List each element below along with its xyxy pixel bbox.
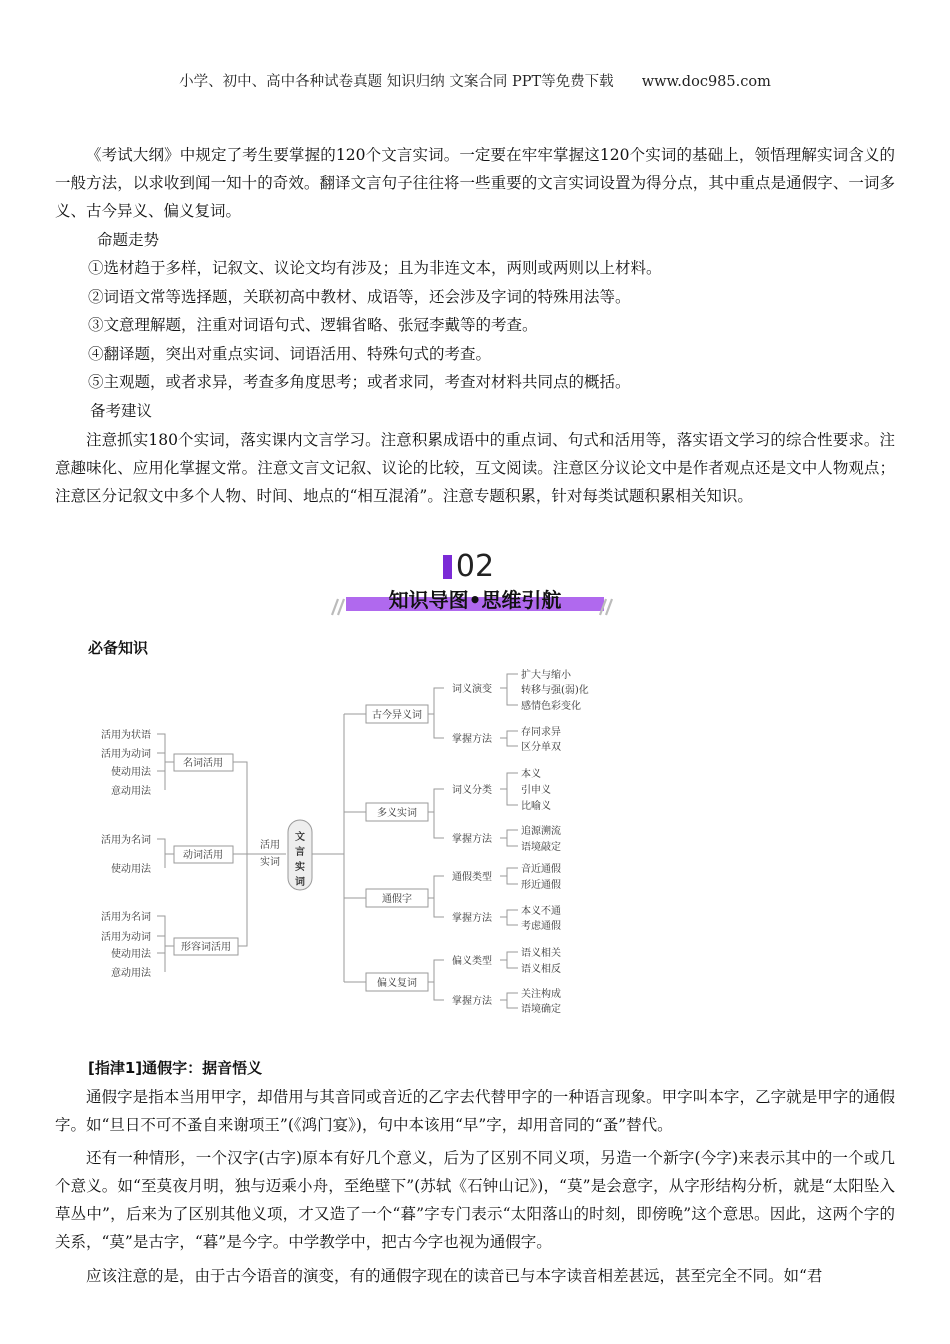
verb-item: 活用为名词 xyxy=(101,835,151,846)
rule1-title: [指津1]通假字：据音悟义 xyxy=(88,1059,263,1077)
banner-number: 02 xyxy=(455,549,495,584)
right-group-label: 偏义复词 xyxy=(377,978,417,989)
adj-item: 使动用法 xyxy=(111,949,151,960)
right-leaf-item: 区分单双 xyxy=(521,742,561,753)
adj-label: 形容词活用 xyxy=(181,942,231,953)
right-sub-label: 词义演变 xyxy=(452,684,492,695)
right-leaf-item: 语境确定 xyxy=(521,1004,561,1015)
right-group-label: 古今异义词 xyxy=(372,710,422,721)
right-leaf-item: 感情色彩变化 xyxy=(521,701,581,712)
right-sub-label: 偏义类型 xyxy=(452,956,492,967)
right-group-label: 多义实词 xyxy=(377,808,417,819)
right-leaf-item: 比喻义 xyxy=(521,801,551,812)
mind-map xyxy=(0,660,950,1030)
section-banner xyxy=(330,545,620,625)
rule1-paragraph-2: 还有一种情形，一个汉字(古字)原本有好几个意义，后为了区别不同义项，另造一个新字(今字)来表示其中的一个或几个意义。如“至莫夜月明，独与迈乘小舟，至绝壁下”(苏轼《石钟山记》)，“莫”是会意字，从字形结构分析，就是“太阳坠入草丛中”，后来为了区别其他义项，才又造了一个“暮”字专门表示“太阳落山的时刻，即傍晚”这个意思。因此，这两个字的关系，“莫”是古字，“暮”是今字。中学教学中，把古今字也视为通假字。 xyxy=(55,1149,895,1251)
trend-item-1: ①选材趋于多样，记叙文、议论文均有涉及；且为非连文本，两则或两则以上材料。 xyxy=(88,259,662,277)
trend-item-3: ③文意理解题，注重对词语句式、逻辑省略、张冠李戴等的考查。 xyxy=(88,316,538,334)
right-leaf-item: 存同求异 xyxy=(521,727,561,738)
right-sub-label: 词义分类 xyxy=(452,785,492,796)
advice-title: 备考建议 xyxy=(90,402,153,420)
right-groups xyxy=(366,668,589,1015)
trend-item-5: ⑤主观题，或者求异，考查多角度思考；或者求同，考查对材料共同点的概括。 xyxy=(88,373,631,391)
section-title: 必备知识 xyxy=(88,639,149,657)
center-label: 文言实词 xyxy=(295,832,305,888)
center-node xyxy=(288,820,312,890)
noun-item: 使动用法 xyxy=(111,767,151,778)
verb-item: 使动用法 xyxy=(111,864,151,875)
noun-item: 意动用法 xyxy=(111,786,151,797)
noun-item: 活用为动词 xyxy=(101,749,151,760)
trend-title: 命题走势 xyxy=(97,231,160,249)
right-leaf-item: 追源溯流 xyxy=(521,826,561,837)
right-leaf-item: 考虑通假 xyxy=(521,921,561,932)
right-leaf-item: 语义相关 xyxy=(521,948,561,959)
right-leaf-item: 扩大与缩小 xyxy=(521,670,571,681)
right-leaf-item: 转移与强(弱)化 xyxy=(521,685,589,696)
right-leaf-item: 语义相反 xyxy=(521,964,561,975)
noun-item: 活用为状语 xyxy=(101,730,151,741)
intro-paragraph: 《考试大纲》中规定了考生要掌握的120个文言实词。一定要在牢牢掌握这120个实词的基础上，领悟理解实词含义的一般方法，以求收到闻一知十的奇效。翻译文言句子往往将一些重要的文言实词设置为得分点，其中重点是通假字、一词多义、古今异义、偏义复词。 xyxy=(55,146,895,220)
right-group-label: 通假字 xyxy=(382,894,412,905)
right-leaf-item: 本义 xyxy=(521,769,541,780)
banner-title: 知识导图•思维引航 xyxy=(388,588,562,612)
trend-item-4: ④翻译题，突出对重点实词、词语活用、特殊句式的考查。 xyxy=(88,345,492,363)
right-leaf-item: 关注构成 xyxy=(521,989,561,1000)
rule1-paragraph-1: 通假字是指本当用甲字，却借用与其音同或音近的乙字去代替甲字的一种语言现象。甲字叫本字，乙字就是甲字的通假字。如“旦日不可不蚤自来谢项王”(《鸿门宴》)，句中本该用“早”字，却用音同的“蚤”替代。 xyxy=(55,1088,895,1134)
left-label-2: 实词 xyxy=(260,857,280,868)
right-sub-label: 掌握方法 xyxy=(452,834,492,845)
right-sub-label: 掌握方法 xyxy=(452,913,492,924)
right-sub-label: 掌握方法 xyxy=(452,996,492,1007)
header-text: 小学、初中、高中各种试卷真题 知识归纳 文案合同 PPT等免费下载 xyxy=(179,74,614,90)
banner-accent-bar xyxy=(443,555,452,579)
right-leaf-item: 音近通假 xyxy=(521,864,561,875)
right-sub-label: 通假类型 xyxy=(452,872,492,883)
rule1-paragraph-3: 应该注意的是，由于古今语音的演变，有的通假字现在的读音已与本字读音相差甚远，甚至完全不同。如“君 xyxy=(86,1267,823,1285)
verb-label: 动词活用 xyxy=(183,850,223,861)
adj-item: 活用为动词 xyxy=(101,932,151,943)
advice-paragraph: 注意抓实180个实词，落实课内文言学习。注意积累成语中的重点词、句式和活用等，落实语文学习的综合性要求。注意趣味化、应用化掌握文常。注意文言文记叙、议论的比较，互文阅读。注意区分议论文中是作者观点还是文中人物观点；注意区分记叙文中多个人物、时间、地点的“相互混淆”。注意专题积累，针对每类试题积累相关知识。 xyxy=(55,431,895,505)
right-leaf-item: 本义不通 xyxy=(521,906,561,917)
adj-item: 意动用法 xyxy=(111,968,151,979)
left-group-adjective xyxy=(101,910,238,979)
right-leaf-item: 语境敲定 xyxy=(521,842,561,853)
right-leaf-item: 引申义 xyxy=(521,785,551,796)
right-leaf-item: 形近通假 xyxy=(521,880,561,891)
left-label-1: 活用 xyxy=(260,840,280,851)
page-header xyxy=(0,70,950,91)
noun-label: 名词活用 xyxy=(183,758,223,769)
banner-slashes-left xyxy=(332,599,344,615)
trend-item-2: ②词语文常等选择题，关联初高中教材、成语等，还会涉及字词的特殊用法等。 xyxy=(88,288,631,306)
right-sub-label: 掌握方法 xyxy=(452,734,492,745)
adj-item: 活用为名词 xyxy=(101,912,151,923)
header-url[interactable]: www.doc985.com xyxy=(641,74,771,90)
